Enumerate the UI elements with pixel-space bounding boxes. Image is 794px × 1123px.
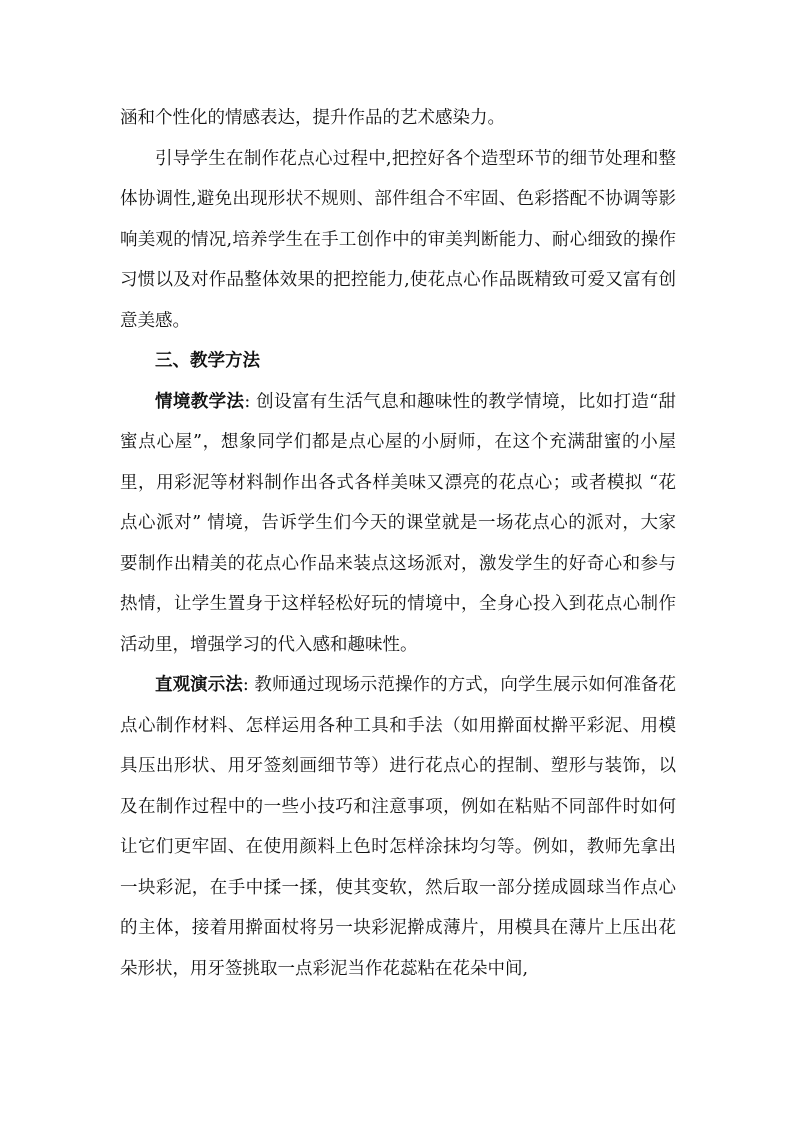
paragraph-method-situational bbox=[120, 382, 676, 666]
method-term-situational: 情境教学法 bbox=[155, 391, 245, 412]
method-text-situational: : 创设富有生活气息和趣味性的教学情境，比如打造“甜蜜点心屋”，想象同学们都是点心屋的小厨师，在这个充满甜蜜的小屋里，用彩泥等材料制作出各式各样美味又漂亮的花点心；或者模拟 “花点心派对” 情境，告诉学生们今天的课堂就是一场花点心的派对，大家要制作出精美的花点心作品来装点这场派对，激发学生的好奇心和参与热情，让学生置身于这样轻松好玩的情境中，全身心投入到花点心制作活动里，增强学习的代入感和趣味性。 bbox=[120, 391, 676, 655]
method-term-demonstration: 直观演示法 bbox=[155, 675, 243, 695]
method-text-demonstration: : 教师通过现场示范操作的方式，向学生展示如何准备花点心制作材料、怎样运用各种工具和手法（如用擀面杖擀平彩泥、用模具压出形状、用牙签刻画细节等）进行花点心的捏制、塑形与装饰，以及在制作过程中的一些小技巧和注意事项，例如在粘贴不同部件时如何让它们更牢固、在使用颜料上色时怎样涂抹均匀等。例如，教师先拿出一块彩泥，在手中揉一揉，使其变软，然后取一部分搓成圆球当作点心的主体，接着用擀面杖将另一块彩泥擀成薄片，用模具在薄片上压出花朵形状，用牙签挑取一点彩泥当作花蕊粘在花朵中间, bbox=[120, 675, 676, 979]
section-heading: 三、教学方法 bbox=[155, 351, 260, 371]
paragraph-method-demonstration bbox=[120, 665, 676, 989]
document-page bbox=[120, 98, 676, 989]
paragraph-continuation: 涵和个性化的情感表达，提升作品的艺术感染力。 bbox=[120, 108, 505, 128]
paragraph-guidance: 引导学生在制作花点心过程中,把控好各个造型环节的细节处理和整体协调性,避免出现形状不规则、部件组合不牢固、色彩搭配不协调等影响美观的情况,培养学生在手工创作中的审美判断能力、耐心细致的操作习惯以及对作品整体效果的把控能力,使花点心作品既精致可爱又富有创意美感。 bbox=[120, 148, 676, 331]
